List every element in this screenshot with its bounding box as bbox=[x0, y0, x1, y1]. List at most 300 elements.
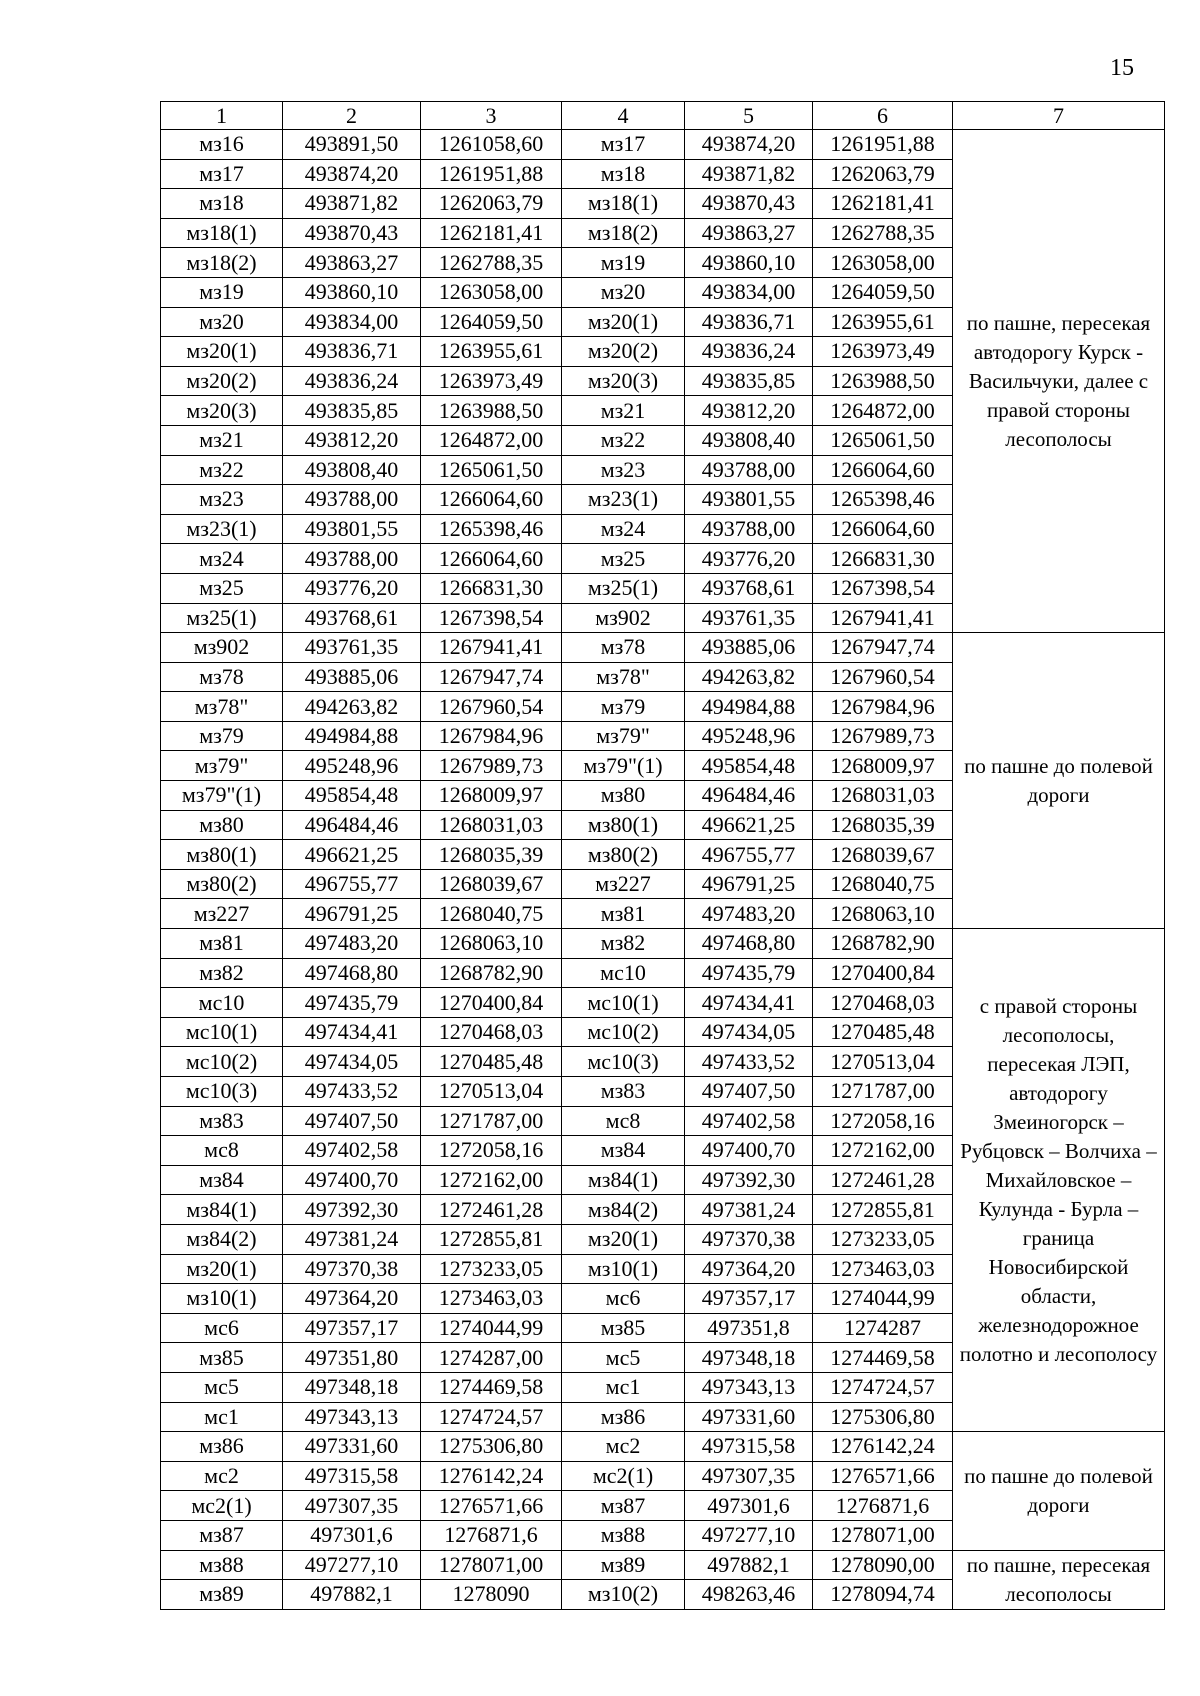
table-cell: 496791,25 bbox=[283, 899, 421, 929]
table-cell: 497407,50 bbox=[685, 1077, 813, 1107]
table-cell: 1266831,30 bbox=[813, 544, 953, 574]
table-cell: мс10(1) bbox=[562, 988, 685, 1018]
table-cell: мз22 bbox=[562, 425, 685, 455]
table-cell: мз227 bbox=[562, 869, 685, 899]
table-cell: 1270485,48 bbox=[813, 1017, 953, 1047]
table-cell: 1263058,00 bbox=[421, 277, 562, 307]
header-cell: 7 bbox=[953, 102, 1165, 130]
table-cell: 1264059,50 bbox=[813, 277, 953, 307]
table-cell: 1264872,00 bbox=[421, 425, 562, 455]
table-cell: 1266064,60 bbox=[421, 544, 562, 574]
table-cell: 493871,82 bbox=[283, 189, 421, 219]
table-cell: 497315,58 bbox=[685, 1432, 813, 1462]
table-cell: мз80(1) bbox=[562, 810, 685, 840]
table-cell: 497882,1 bbox=[685, 1550, 813, 1580]
table-cell: 1268063,10 bbox=[421, 929, 562, 959]
table-cell: 1270513,04 bbox=[813, 1047, 953, 1077]
table-cell: 1273463,03 bbox=[421, 1284, 562, 1314]
table-cell: мз79"(1) bbox=[161, 781, 283, 811]
table-cell: мз80 bbox=[562, 781, 685, 811]
table-cell: 497882,1 bbox=[283, 1580, 421, 1610]
table-cell: мз84(1) bbox=[161, 1195, 283, 1225]
header-cell: 4 bbox=[562, 102, 685, 130]
table-cell: 493885,06 bbox=[283, 662, 421, 692]
table-cell: мз20(2) bbox=[562, 337, 685, 367]
table-cell: 1272855,81 bbox=[813, 1195, 953, 1225]
table-cell: мс10(1) bbox=[161, 1017, 283, 1047]
table-cell: мс8 bbox=[562, 1106, 685, 1136]
route-description-cell: по пашне, пересекая автодорогу Курск - Васильчуки, далее с правой стороны лесополосы bbox=[953, 130, 1165, 633]
table-cell: 495248,96 bbox=[283, 751, 421, 781]
table-cell: 497307,35 bbox=[283, 1491, 421, 1521]
table-cell: 1270485,48 bbox=[421, 1047, 562, 1077]
table-cell: 1274287,00 bbox=[421, 1343, 562, 1373]
table-cell: 493776,20 bbox=[685, 544, 813, 574]
table-cell: 493834,00 bbox=[685, 277, 813, 307]
table-cell: мз22 bbox=[161, 455, 283, 485]
table-cell: 496755,77 bbox=[685, 840, 813, 870]
table-cell: мз80 bbox=[161, 810, 283, 840]
table-cell: мз25(1) bbox=[562, 573, 685, 603]
table-cell: мс10(3) bbox=[161, 1077, 283, 1107]
table-cell: 1278071,00 bbox=[813, 1520, 953, 1550]
table-cell: 497402,58 bbox=[283, 1136, 421, 1166]
table-cell: мз17 bbox=[562, 130, 685, 160]
table-cell: 495248,96 bbox=[685, 721, 813, 751]
coordinates-table bbox=[160, 101, 1165, 1610]
table-row bbox=[161, 1550, 1165, 1580]
table-cell: 496484,46 bbox=[283, 810, 421, 840]
table-cell: 1274469,58 bbox=[421, 1372, 562, 1402]
table-cell: мз78 bbox=[161, 662, 283, 692]
table-cell: 493863,27 bbox=[685, 218, 813, 248]
table-cell: 1268782,90 bbox=[421, 958, 562, 988]
table-cell: мз902 bbox=[562, 603, 685, 633]
table-cell: мз19 bbox=[562, 248, 685, 278]
table-cell: 1278094,74 bbox=[813, 1580, 953, 1610]
table-cell: 497351,80 bbox=[283, 1343, 421, 1373]
table-cell: 1272162,00 bbox=[421, 1165, 562, 1195]
table-cell: мз19 bbox=[161, 277, 283, 307]
table-cell: мс1 bbox=[562, 1372, 685, 1402]
table-cell: 1265398,46 bbox=[813, 485, 953, 515]
table-cell: 497392,30 bbox=[685, 1165, 813, 1195]
table-cell: мз82 bbox=[562, 929, 685, 959]
table-cell: 1272855,81 bbox=[421, 1224, 562, 1254]
table-cell: мз81 bbox=[161, 929, 283, 959]
table-cell: 1275306,80 bbox=[813, 1402, 953, 1432]
table-cell: 497301,6 bbox=[283, 1520, 421, 1550]
table-cell: 497433,52 bbox=[685, 1047, 813, 1077]
table-cell: мз18(2) bbox=[161, 248, 283, 278]
table-cell: мс10(2) bbox=[562, 1017, 685, 1047]
table-cell: 493871,82 bbox=[685, 159, 813, 189]
table-cell: 1268040,75 bbox=[421, 899, 562, 929]
table-cell: 1278090 bbox=[421, 1580, 562, 1610]
table-cell: мз79" bbox=[161, 751, 283, 781]
table-cell: мз79 bbox=[562, 692, 685, 722]
table-cell: 1270468,03 bbox=[421, 1017, 562, 1047]
table-cell: 1272461,28 bbox=[813, 1165, 953, 1195]
route-description-cell: по пашне, пересекая лесополосы bbox=[953, 1550, 1165, 1609]
table-cell: 1263973,49 bbox=[421, 366, 562, 396]
table-cell: мс10 bbox=[161, 988, 283, 1018]
table-cell: мз25 bbox=[161, 573, 283, 603]
table-cell: 497370,38 bbox=[685, 1224, 813, 1254]
table-cell: 1271787,00 bbox=[813, 1077, 953, 1107]
table-cell: 1273233,05 bbox=[813, 1224, 953, 1254]
table-cell: мс10(2) bbox=[161, 1047, 283, 1077]
table-cell: 496621,25 bbox=[283, 840, 421, 870]
table-cell: мс10 bbox=[562, 958, 685, 988]
table-cell: 1278071,00 bbox=[421, 1550, 562, 1580]
table-cell: 497468,80 bbox=[685, 929, 813, 959]
table-cell: мз79"(1) bbox=[562, 751, 685, 781]
table-cell: 493812,20 bbox=[685, 396, 813, 426]
table-cell: мз10(2) bbox=[562, 1580, 685, 1610]
table-cell: 493761,35 bbox=[685, 603, 813, 633]
table-cell: 493860,10 bbox=[685, 248, 813, 278]
table-cell: 493788,00 bbox=[283, 544, 421, 574]
table-cell: 1276871,6 bbox=[813, 1491, 953, 1521]
table-cell: мс10(3) bbox=[562, 1047, 685, 1077]
table-cell: 1267941,41 bbox=[813, 603, 953, 633]
table-cell: мз10(1) bbox=[562, 1254, 685, 1284]
table-cell: 497357,17 bbox=[685, 1284, 813, 1314]
table-cell: 1263973,49 bbox=[813, 337, 953, 367]
table-cell: 497400,70 bbox=[283, 1165, 421, 1195]
table-cell: мс6 bbox=[161, 1313, 283, 1343]
table-cell: мз20(2) bbox=[161, 366, 283, 396]
table-row bbox=[161, 929, 1165, 959]
table-cell: 497392,30 bbox=[283, 1195, 421, 1225]
table-cell: 493761,35 bbox=[283, 633, 421, 663]
table-cell: 493808,40 bbox=[685, 425, 813, 455]
table-cell: 1267984,96 bbox=[421, 721, 562, 751]
table-cell: 1278090,00 bbox=[813, 1550, 953, 1580]
table-cell: мз78 bbox=[562, 633, 685, 663]
table-cell: 1268031,03 bbox=[813, 781, 953, 811]
table-cell: 1273233,05 bbox=[421, 1254, 562, 1284]
table-cell: мз87 bbox=[161, 1520, 283, 1550]
table-header-row bbox=[161, 102, 1165, 130]
table-cell: 1268039,67 bbox=[813, 840, 953, 870]
table-cell: 497381,24 bbox=[685, 1195, 813, 1225]
table-cell: 1267398,54 bbox=[421, 603, 562, 633]
route-description-cell: по пашне до полевой дороги bbox=[953, 633, 1165, 929]
table-cell: мз79 bbox=[161, 721, 283, 751]
table-row bbox=[161, 1432, 1165, 1462]
table-cell: мз84 bbox=[562, 1136, 685, 1166]
table-cell: 496755,77 bbox=[283, 869, 421, 899]
table-cell: 493891,50 bbox=[283, 130, 421, 160]
table-cell: 1262063,79 bbox=[813, 159, 953, 189]
table-cell: мз84(2) bbox=[161, 1224, 283, 1254]
table-cell: 1262788,35 bbox=[813, 218, 953, 248]
table-cell: мс6 bbox=[562, 1284, 685, 1314]
table-cell: 1261951,88 bbox=[421, 159, 562, 189]
table-cell: 1265061,50 bbox=[813, 425, 953, 455]
table-cell: 1272461,28 bbox=[421, 1195, 562, 1225]
table-cell: 497343,13 bbox=[283, 1402, 421, 1432]
table-cell: 496621,25 bbox=[685, 810, 813, 840]
table-cell: 497434,41 bbox=[685, 988, 813, 1018]
table-cell: мз83 bbox=[161, 1106, 283, 1136]
table-cell: мс8 bbox=[161, 1136, 283, 1166]
table-cell: 497348,18 bbox=[685, 1343, 813, 1373]
table-cell: 1267960,54 bbox=[421, 692, 562, 722]
table-cell: 1266064,60 bbox=[813, 455, 953, 485]
table-cell: 1274724,57 bbox=[421, 1402, 562, 1432]
table-cell: мз23(1) bbox=[161, 514, 283, 544]
table-cell: мз18(2) bbox=[562, 218, 685, 248]
table-cell: 1275306,80 bbox=[421, 1432, 562, 1462]
table-cell: 1276871,6 bbox=[421, 1520, 562, 1550]
header-cell: 5 bbox=[685, 102, 813, 130]
table-cell: 1268040,75 bbox=[813, 869, 953, 899]
table-row bbox=[161, 633, 1165, 663]
table-cell: мз20 bbox=[562, 277, 685, 307]
table-cell: 1273463,03 bbox=[813, 1254, 953, 1284]
table-cell: 1272058,16 bbox=[421, 1136, 562, 1166]
table-cell: 1264059,50 bbox=[421, 307, 562, 337]
header-cell: 1 bbox=[161, 102, 283, 130]
table-cell: 497364,20 bbox=[685, 1254, 813, 1284]
table-cell: мз10(1) bbox=[161, 1284, 283, 1314]
table-cell: 1262063,79 bbox=[421, 189, 562, 219]
table-cell: 493768,61 bbox=[685, 573, 813, 603]
table-cell: 1270400,84 bbox=[421, 988, 562, 1018]
table-cell: 493812,20 bbox=[283, 425, 421, 455]
table-cell: 497434,05 bbox=[283, 1047, 421, 1077]
table-cell: мз89 bbox=[562, 1550, 685, 1580]
table-cell: 494263,82 bbox=[283, 692, 421, 722]
table-cell: 493870,43 bbox=[685, 189, 813, 219]
table-cell: 497435,79 bbox=[283, 988, 421, 1018]
table-cell: 493836,24 bbox=[685, 337, 813, 367]
table-cell: 1263988,50 bbox=[421, 396, 562, 426]
table-cell: мс2(1) bbox=[562, 1461, 685, 1491]
table-cell: 497434,41 bbox=[283, 1017, 421, 1047]
table-cell: 1268035,39 bbox=[421, 840, 562, 870]
table-cell: 493788,00 bbox=[685, 514, 813, 544]
table-cell: 497357,17 bbox=[283, 1313, 421, 1343]
table-cell: мз79" bbox=[562, 721, 685, 751]
table-cell: мз18(1) bbox=[562, 189, 685, 219]
table-cell: 497435,79 bbox=[685, 958, 813, 988]
table-cell: 497400,70 bbox=[685, 1136, 813, 1166]
table-cell: 493836,24 bbox=[283, 366, 421, 396]
table-cell: мз24 bbox=[562, 514, 685, 544]
table-cell: 1267960,54 bbox=[813, 662, 953, 692]
table-cell: 498263,46 bbox=[685, 1580, 813, 1610]
table-cell: 1262181,41 bbox=[813, 189, 953, 219]
table-cell: 1274287 bbox=[813, 1313, 953, 1343]
table-cell: 1276142,24 bbox=[421, 1461, 562, 1491]
table-row bbox=[161, 130, 1165, 160]
table-cell: 497407,50 bbox=[283, 1106, 421, 1136]
table-cell: 497402,58 bbox=[685, 1106, 813, 1136]
table-cell: мз902 bbox=[161, 633, 283, 663]
table-cell: 1263058,00 bbox=[813, 248, 953, 278]
table-cell: 1263955,61 bbox=[421, 337, 562, 367]
table-cell: 1274724,57 bbox=[813, 1372, 953, 1402]
table-cell: 1268039,67 bbox=[421, 869, 562, 899]
table-cell: 1267947,74 bbox=[421, 662, 562, 692]
table-cell: 1266064,60 bbox=[813, 514, 953, 544]
table-cell: 1276571,66 bbox=[421, 1491, 562, 1521]
table-cell: 1274469,58 bbox=[813, 1343, 953, 1373]
table-cell: мз16 bbox=[161, 130, 283, 160]
table-cell: 1270468,03 bbox=[813, 988, 953, 1018]
table-cell: 1270400,84 bbox=[813, 958, 953, 988]
table-cell: 1262181,41 bbox=[421, 218, 562, 248]
table-cell: мс5 bbox=[562, 1343, 685, 1373]
table-cell: мз25 bbox=[562, 544, 685, 574]
table-cell: 1272058,16 bbox=[813, 1106, 953, 1136]
table-cell: 1268009,97 bbox=[421, 781, 562, 811]
table-cell: мз84 bbox=[161, 1165, 283, 1195]
table-cell: мз18(1) bbox=[161, 218, 283, 248]
table-cell: мз80(1) bbox=[161, 840, 283, 870]
table-cell: мз82 bbox=[161, 958, 283, 988]
table-cell: 1268063,10 bbox=[813, 899, 953, 929]
table-cell: мз17 bbox=[161, 159, 283, 189]
table-cell: 493835,85 bbox=[685, 366, 813, 396]
table-cell: мз23 bbox=[161, 485, 283, 515]
table-cell: мс2 bbox=[562, 1432, 685, 1462]
table-cell: мс5 bbox=[161, 1372, 283, 1402]
table-cell: 1276142,24 bbox=[813, 1432, 953, 1462]
table-cell: мз84(2) bbox=[562, 1195, 685, 1225]
table-cell: мз20(1) bbox=[562, 307, 685, 337]
table-cell: 1267947,74 bbox=[813, 633, 953, 663]
table-cell: 493836,71 bbox=[283, 337, 421, 367]
table-cell: 493860,10 bbox=[283, 277, 421, 307]
route-description-cell: по пашне до полевой дороги bbox=[953, 1432, 1165, 1550]
table-cell: 1266831,30 bbox=[421, 573, 562, 603]
table-cell: мз18 bbox=[562, 159, 685, 189]
table-cell: мс1 bbox=[161, 1402, 283, 1432]
table-cell: 1263955,61 bbox=[813, 307, 953, 337]
table-cell: мз20(1) bbox=[161, 337, 283, 367]
table-cell: 497343,13 bbox=[685, 1372, 813, 1402]
table-cell: мз24 bbox=[161, 544, 283, 574]
table-cell: мз20(1) bbox=[161, 1254, 283, 1284]
table-cell: мз78" bbox=[161, 692, 283, 722]
table-cell: 1261951,88 bbox=[813, 130, 953, 160]
table-cell: 1272162,00 bbox=[813, 1136, 953, 1166]
table-cell: 1271787,00 bbox=[421, 1106, 562, 1136]
table-cell: 494984,88 bbox=[283, 721, 421, 751]
table-cell: мз20 bbox=[161, 307, 283, 337]
table-cell: 1267941,41 bbox=[421, 633, 562, 663]
page-number: 15 bbox=[1110, 55, 1134, 81]
table-cell: 493801,55 bbox=[685, 485, 813, 515]
table-cell: 1261058,60 bbox=[421, 130, 562, 160]
table-cell: 1265061,50 bbox=[421, 455, 562, 485]
header-cell: 3 bbox=[421, 102, 562, 130]
table-cell: 493776,20 bbox=[283, 573, 421, 603]
header-cell: 2 bbox=[283, 102, 421, 130]
table-cell: 497351,8 bbox=[685, 1313, 813, 1343]
table-cell: 493788,00 bbox=[685, 455, 813, 485]
table-cell: 497370,38 bbox=[283, 1254, 421, 1284]
table-cell: 1268009,97 bbox=[813, 751, 953, 781]
table-cell: 494984,88 bbox=[685, 692, 813, 722]
table-cell: мз80(2) bbox=[562, 840, 685, 870]
table-cell: 497364,20 bbox=[283, 1284, 421, 1314]
table-cell: мз21 bbox=[562, 396, 685, 426]
table-cell: мз227 bbox=[161, 899, 283, 929]
table-cell: 493808,40 bbox=[283, 455, 421, 485]
table-cell: 493788,00 bbox=[283, 485, 421, 515]
table-cell: мз20(1) bbox=[562, 1224, 685, 1254]
table-cell: мз89 bbox=[161, 1580, 283, 1610]
table-cell: 1262788,35 bbox=[421, 248, 562, 278]
table-cell: 493863,27 bbox=[283, 248, 421, 278]
table-cell: 1264872,00 bbox=[813, 396, 953, 426]
table-cell: 493835,85 bbox=[283, 396, 421, 426]
table-cell: мз81 bbox=[562, 899, 685, 929]
table-cell: 493768,61 bbox=[283, 603, 421, 633]
table-cell: 497483,20 bbox=[283, 929, 421, 959]
table-cell: мз20(3) bbox=[161, 396, 283, 426]
table-cell: 1267989,73 bbox=[813, 721, 953, 751]
table-cell: мз25(1) bbox=[161, 603, 283, 633]
table-cell: 493870,43 bbox=[283, 218, 421, 248]
table-cell: 497277,10 bbox=[283, 1550, 421, 1580]
table-cell: 1274044,99 bbox=[813, 1284, 953, 1314]
table-cell: 1276571,66 bbox=[813, 1461, 953, 1491]
table-cell: мз85 bbox=[562, 1313, 685, 1343]
table-cell: 1270513,04 bbox=[421, 1077, 562, 1107]
table-cell: 494263,82 bbox=[685, 662, 813, 692]
table-cell: мз84(1) bbox=[562, 1165, 685, 1195]
table-cell: 497468,80 bbox=[283, 958, 421, 988]
table-cell: мз87 bbox=[562, 1491, 685, 1521]
table-cell: 1265398,46 bbox=[421, 514, 562, 544]
table-cell: 1268031,03 bbox=[421, 810, 562, 840]
table-cell: мз88 bbox=[161, 1550, 283, 1580]
table-cell: мз20(3) bbox=[562, 366, 685, 396]
table-cell: 493885,06 bbox=[685, 633, 813, 663]
table-cell: мз86 bbox=[161, 1432, 283, 1462]
table-cell: мз23(1) bbox=[562, 485, 685, 515]
table-cell: 493874,20 bbox=[283, 159, 421, 189]
table-cell: 493801,55 bbox=[283, 514, 421, 544]
table-cell: 496484,46 bbox=[685, 781, 813, 811]
table-cell: 497483,20 bbox=[685, 899, 813, 929]
table-cell: мз88 bbox=[562, 1520, 685, 1550]
table-cell: мз86 bbox=[562, 1402, 685, 1432]
table-cell: 495854,48 bbox=[685, 751, 813, 781]
table-cell: 497331,60 bbox=[685, 1402, 813, 1432]
table-cell: 497331,60 bbox=[283, 1432, 421, 1462]
table-cell: 1268035,39 bbox=[813, 810, 953, 840]
table-cell: 1274044,99 bbox=[421, 1313, 562, 1343]
table-cell: мз21 bbox=[161, 425, 283, 455]
table-cell: 497307,35 bbox=[685, 1461, 813, 1491]
table-cell: 1268782,90 bbox=[813, 929, 953, 959]
table-cell: мз18 bbox=[161, 189, 283, 219]
table-cell: 497434,05 bbox=[685, 1017, 813, 1047]
table-cell: мс2(1) bbox=[161, 1491, 283, 1521]
table-cell: мз78" bbox=[562, 662, 685, 692]
table-cell: 497381,24 bbox=[283, 1224, 421, 1254]
table-cell: 495854,48 bbox=[283, 781, 421, 811]
table-cell: 1267989,73 bbox=[421, 751, 562, 781]
